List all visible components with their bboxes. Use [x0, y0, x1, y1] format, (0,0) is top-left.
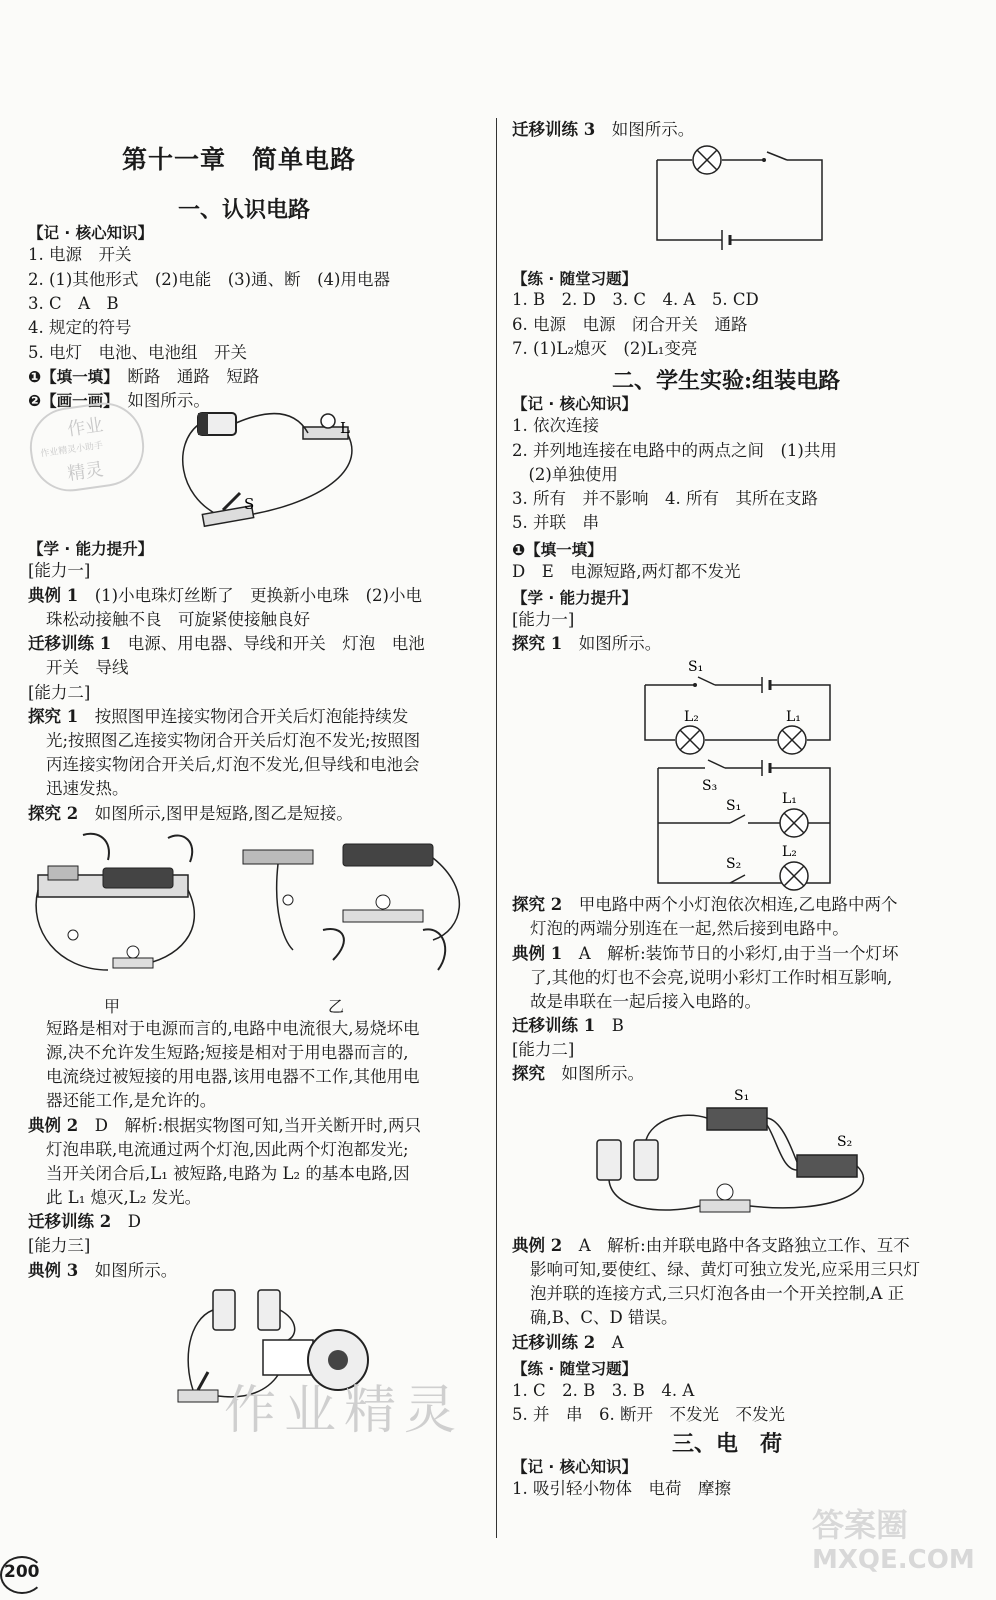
label-L1: L₁ [782, 791, 797, 807]
duanlu-line: 器还能工作,是允许的。 [46, 1091, 217, 1110]
corner-logo: 答案圈 [812, 1506, 909, 1544]
hand [83, 834, 109, 860]
nengli2: [能力二] [512, 1040, 575, 1059]
switch-blade [730, 815, 745, 823]
switch-base [178, 1390, 218, 1402]
wire [730, 160, 822, 240]
qianyi1-line1: 电源、用电器、导线和开关 灯泡 电池 [127, 634, 425, 653]
battery-shape [597, 1140, 621, 1180]
label-S2: S₂ [726, 856, 742, 872]
qianyi2-text: A [611, 1333, 624, 1352]
battery-shape [103, 868, 173, 888]
bulb-base [343, 910, 423, 922]
switch-blade [730, 875, 745, 883]
dianli2-line: 灯泡串联,电流通过两个灯泡,因此两个灯泡都发光; [46, 1140, 409, 1159]
bulb-shape [283, 895, 293, 905]
bulb-shape [68, 930, 78, 940]
switch-lever [198, 1372, 208, 1390]
ji-item: 2. (1)其他形式 (2)电能 (3)通、断 (4)用电器 [28, 270, 390, 289]
figure-parallel-circuit [640, 758, 840, 893]
ji-label: 【记 · 核心知识】 [28, 224, 154, 242]
battery-shape [258, 1290, 280, 1330]
tanjiu2-line: 灯泡的两端分别连在一起,然后接到电路中。 [530, 919, 849, 938]
wire [236, 414, 308, 433]
wire [277, 864, 293, 950]
lian-label: 【练 · 随堂习题】 [512, 270, 638, 288]
ji-item: 5. 电灯 电池、电池组 开关 [28, 343, 247, 362]
dianli2-line: 影响可知,要使红、绿、黄灯可独立发光,应采用三只灯 [530, 1260, 920, 1279]
stamp-mid: 作业精灵小助手 [39, 440, 104, 460]
dianli1-line: 了,其他的灯也不会亮,说明小彩灯工作时相互影响, [530, 968, 893, 987]
figure-real-parallel [582, 1080, 892, 1230]
ji3-item: 1. 吸引轻小物体 电荷 摩擦 [512, 1479, 731, 1498]
nengli1: [能力一] [512, 610, 575, 629]
tanjiu1-text: 如图所示。 [578, 634, 662, 653]
qianyi3-text: 如图所示。 [611, 120, 695, 139]
figure-series-circuit [652, 140, 842, 255]
ji-label: 【记 · 核心知识】 [512, 395, 638, 413]
dianli1-line: A 解析:装饰节日的小彩灯,由于当一个灯坏 [578, 944, 899, 963]
ji-item: 2. 并列地连接在电路中的两点之间 (1)共用 [512, 441, 837, 460]
xue-label: 【学 · 能力提升】 [512, 589, 638, 607]
lian2-label: 【练 · 随堂习题】 [512, 1360, 638, 1378]
tanjiu-label: 探究 [512, 1064, 545, 1083]
tian-text: D E 电源短路,两灯都不发光 [512, 562, 741, 581]
ji-item: 1. 依次连接 [512, 416, 599, 435]
xue-label: 【学 · 能力提升】 [28, 540, 154, 558]
ji-item: 3. 所有 并不影响 4. 所有 其所在支路 [512, 489, 818, 508]
dianli3-text: 如图所示。 [94, 1261, 178, 1280]
fan-hub [328, 1350, 348, 1370]
figure-series-two-bulbs [640, 655, 840, 755]
duanlu-line: 电流绕过被短接的用电器,该用电器不工作,其他用电 [46, 1067, 420, 1086]
switch-S2-box [797, 1155, 857, 1177]
dianli2-line: A 解析:由并联电路中各支路独立工作、互不 [578, 1236, 910, 1255]
page-number: 200 [4, 1562, 40, 1582]
label-S1: S₁ [734, 1088, 750, 1104]
hua-text: 如图所示。 [127, 391, 210, 410]
hand [423, 929, 445, 970]
duanlu-line: 源,决不允许发生短路;短接是相对于用电器而言的, [46, 1043, 409, 1062]
figure-jia [28, 830, 228, 990]
wire [138, 890, 194, 965]
dianli2-line: 当开关闭合后,L₁ 被短路,电路为 L₂ 的基本电路,因 [46, 1164, 410, 1183]
nengli1: [能力一] [28, 561, 91, 580]
label-L2: L₂ [782, 844, 797, 860]
lian2-item: 5. 并 串 6. 断开 不发光 不发光 [512, 1405, 785, 1424]
bulb-shape [376, 895, 390, 909]
tanjiu1-label: 探究 1 [512, 634, 563, 653]
bulb-shape [127, 946, 139, 958]
bulb-shape [321, 414, 335, 428]
qianyi1-label: 迁移训练 1 [512, 1016, 596, 1035]
dianli2-line: D 解析:根据实物图可知,当开关断开时,两只 [94, 1116, 422, 1135]
dianli2-line: 确,B、C、D 错误。 [530, 1308, 678, 1327]
wire [767, 1125, 797, 1170]
tanjiu1-line: 按照图甲连接实物闭合开关后灯泡能持续发 [94, 707, 409, 726]
ji-item: 5. 并联 串 [512, 513, 599, 532]
hand [323, 929, 344, 960]
bulb-base [700, 1200, 750, 1212]
battery-shape [634, 1140, 658, 1180]
dianli2-line: 泡并联的连接方式,三只灯泡各由一个开关控制,A 正 [530, 1284, 905, 1303]
ji-item: 1. 电源 开关 [28, 245, 132, 264]
lian-item: 7. (1)L₂熄灭 (2)L₁变亮 [512, 339, 698, 358]
stamp-bot: 精灵 [66, 459, 105, 485]
figure-yi [233, 830, 483, 990]
bulb-base [113, 958, 153, 968]
figure-circuit-1 [168, 405, 368, 535]
dianli1-label: 典例 1 [28, 586, 79, 605]
tanjiu1-line: 丙连接实物闭合开关后,灯泡不发光,但导线和电池会 [46, 755, 420, 774]
wire [248, 435, 352, 515]
battery-cap [198, 413, 208, 435]
bulb-shape [717, 1184, 733, 1200]
switch-lever [223, 493, 240, 510]
qianyi1-line2: 开关 导线 [46, 658, 129, 677]
dianli2-label: 典例 2 [28, 1116, 79, 1135]
tanjiu1-label: 探究 1 [28, 707, 79, 726]
wire [280, 1310, 295, 1340]
tanjiu2-line: 甲电路中两个小灯泡依次相连,乙电路中两个 [578, 895, 898, 914]
tanjiu2-text: 如图所示,图甲是短路,图乙是短接。 [94, 804, 353, 823]
label-L2: L₂ [684, 709, 699, 725]
tian-label: ❶【填一填】 [28, 368, 111, 386]
label-S: S [244, 495, 255, 513]
nengli3: [能力三] [28, 1236, 91, 1255]
label-S2: S₂ [837, 1134, 853, 1150]
corner-url: MXQE.COM [812, 1545, 975, 1575]
stamp-top: 作业 [65, 414, 105, 441]
dianli1-line1: (1)小电珠灯丝断了 更换新小电珠 (2)小电 [94, 586, 422, 605]
wire [183, 425, 218, 515]
qianyi1-text: B [611, 1016, 624, 1035]
caption-yi: 乙 [328, 997, 345, 1016]
wire [645, 685, 675, 740]
label-S1: S₁ [726, 798, 742, 814]
stamp-logo [25, 397, 150, 496]
switch-shape [48, 866, 78, 880]
dianli1-label: 典例 1 [512, 944, 563, 963]
label-L: L [340, 419, 350, 437]
qianyi1-label: 迁移训练 1 [28, 634, 112, 653]
qianyi2-text: D [127, 1212, 141, 1231]
tian-text: 断路 通路 短路 [127, 367, 260, 386]
chapter-title: 第十一章 简单电路 [122, 145, 357, 174]
dianli3-label: 典例 3 [28, 1261, 79, 1280]
hua-label: ❷【画一画】 [28, 392, 111, 410]
qianyi3-label: 迁移训练 3 [512, 120, 596, 139]
duanlu-line: 短路是相对于电源而言的,电路中电流很大,易烧坏电 [46, 1019, 420, 1038]
battery-shape [343, 844, 433, 866]
wire [188, 1310, 213, 1390]
nengli2: [能力二] [28, 683, 91, 702]
lian-item: 1. B 2. D 3. C 4. A 5. CD [512, 290, 759, 309]
switch-shape [243, 850, 313, 864]
label-L1: L₁ [786, 709, 801, 725]
tian-label: ❶【填一填】 [512, 541, 603, 559]
tanjiu1-line: 光;按照图乙连接实物闭合开关后灯泡不发光;按照图 [46, 731, 421, 750]
lian2-item: 1. C 2. B 3. B 4. A [512, 1381, 695, 1400]
tanjiu-text: 如图所示。 [561, 1064, 644, 1083]
ji3-label: 【记 · 核心知识】 [512, 1458, 638, 1476]
wire [433, 858, 459, 940]
qianyi2-label: 迁移训练 2 [28, 1212, 112, 1231]
dianli2-line: 此 L₁ 熄灭,L₂ 发光。 [46, 1188, 202, 1207]
wire [646, 1115, 707, 1140]
dianli1-line2: 珠松动接触不良 可旋紧使接触良好 [46, 610, 310, 629]
tanjiu2-label: 探究 2 [28, 804, 79, 823]
caption-jia: 甲 [104, 997, 121, 1016]
label-S3: S₃ [702, 778, 718, 794]
switch-S1-box [707, 1108, 767, 1130]
section3-title: 三、电 荷 [672, 1431, 783, 1457]
switch-blade [708, 760, 725, 768]
wire [609, 1180, 700, 1210]
hand [168, 835, 192, 862]
switch-blade [767, 152, 787, 160]
watermark: 作业精灵 [224, 1381, 465, 1441]
tanjiu2-label: 探究 2 [512, 895, 563, 914]
ji-item: (2)单独使用 [512, 465, 618, 484]
dianli2-label: 典例 2 [512, 1236, 563, 1255]
section2-title: 二、学生实验:组装电路 [612, 368, 841, 394]
qianyi2-label: 迁移训练 2 [512, 1333, 596, 1352]
dianli1-line: 故是串联在一起后接入电路的。 [530, 992, 761, 1011]
label-S1: S₁ [688, 659, 704, 675]
column-divider [496, 118, 497, 1538]
battery-shape [213, 1290, 235, 1330]
ji-item: 3. C A B [28, 294, 119, 313]
switch-blade [698, 677, 715, 685]
tanjiu1-line: 迅速发热。 [46, 779, 129, 798]
section1-title: 一、认识电路 [178, 197, 311, 223]
ji-item: 4. 规定的符号 [28, 318, 132, 337]
lian-item: 6. 电源 电源 闭合开关 通路 [512, 315, 748, 334]
